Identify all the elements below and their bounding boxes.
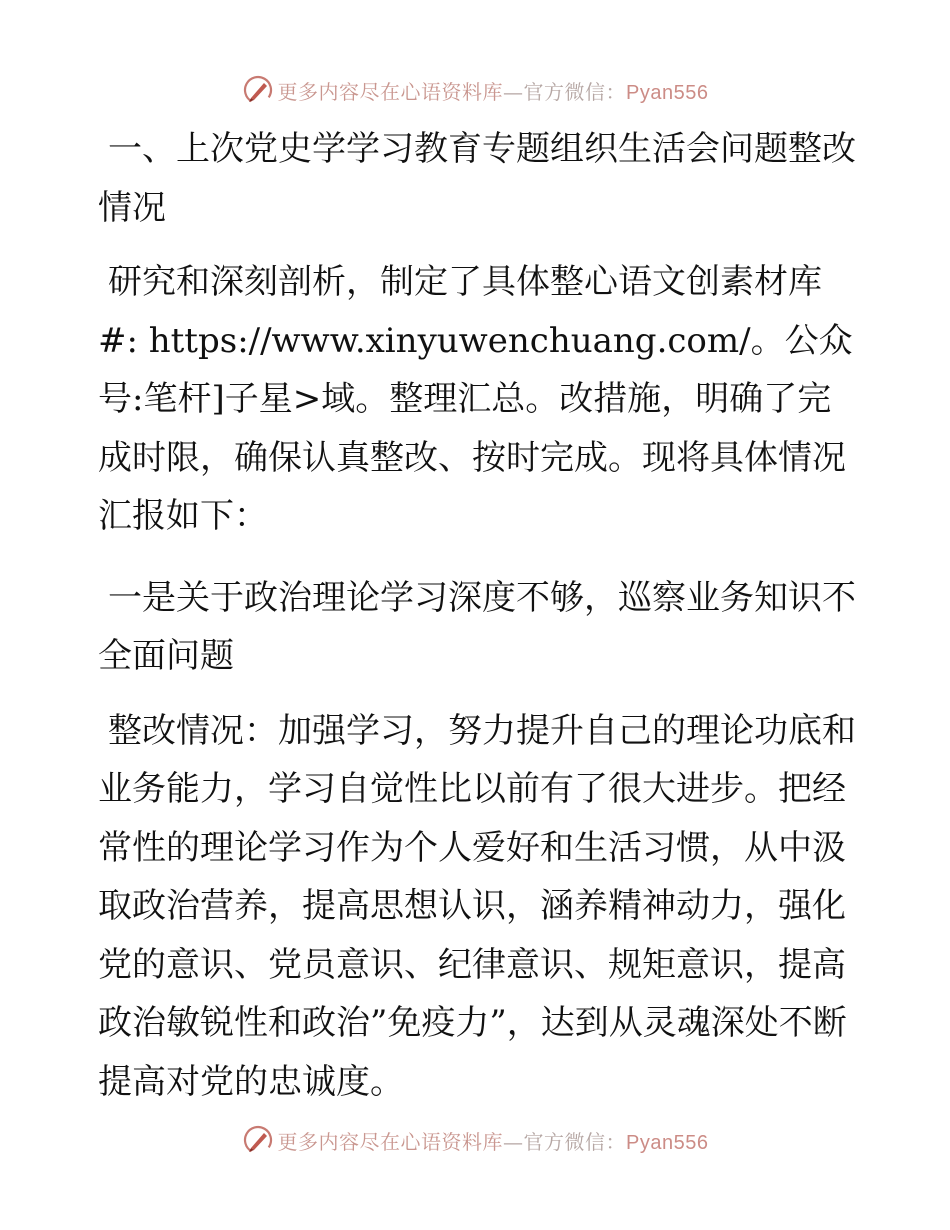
body-paragraph-intro: 研究和深刻剖析，制定了具体整心语文创素材库#: https://www.xinyuwenchuang.com/。公众号:笔杆]子星>域。整理汇总。改措施，明确了完成时限，确保认真整改、按时完成。现将具体情况汇报如下： — [98, 262, 853, 536]
watermark-text-a: 更多内容尽在心语资料库 — [277, 1129, 504, 1154]
watermark-text-b: —官方微信： — [503, 79, 627, 104]
header-watermark — [0, 70, 950, 110]
watermark-handle: Pyan556 — [626, 1131, 709, 1154]
watermark-text-a: 更多内容尽在心语资料库 — [277, 79, 504, 104]
section-heading: 一、上次党史学学习教育专题组织生活会问题整改情况 — [98, 129, 856, 228]
footer-watermark — [0, 1120, 950, 1160]
quill-pen-logo-icon — [242, 74, 274, 106]
document-body — [98, 120, 858, 1134]
quill-pen-logo-icon — [242, 1124, 274, 1156]
body-paragraph-rectification: 整改情况：加强学习，努力提升自己的理论功底和业务能力，学习自觉性比以前有了很大进步。把经常性的理论学习作为个人爱好和生活习惯，从中汲取政治营养，提高思想认识，涵养精神动力，强化党的意识、党员意识、纪律意识、规矩意识，提高政治敏锐性和政治”免疫力”，达到从灵魂深处不断提高对党的忠诚度。 — [98, 710, 856, 1102]
issue-heading: 一是关于政治理论学习深度不够，巡察业务知识不全面问题 — [98, 577, 856, 676]
watermark-text-b: —官方微信： — [503, 1129, 627, 1154]
watermark-handle: Pyan556 — [626, 81, 709, 104]
